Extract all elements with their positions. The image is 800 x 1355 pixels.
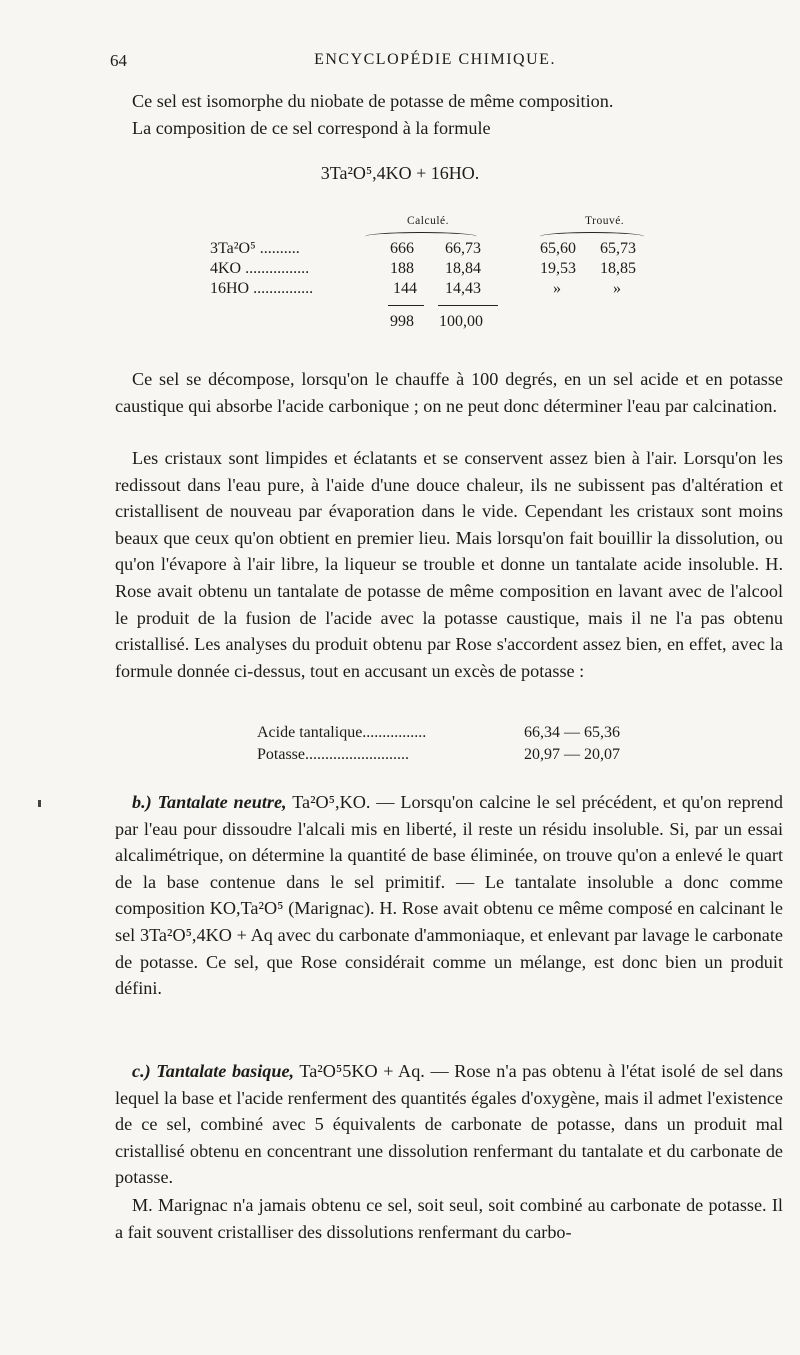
analysis-row [257, 722, 657, 744]
row-1-label: 3Ta²O⁵ .......... [210, 240, 300, 257]
row-2-found-1: 19,53 [540, 260, 576, 277]
row-2-mass: 188 [390, 260, 414, 277]
row-2-calc: 18,84 [445, 260, 481, 277]
row-1-found-1: 65,60 [540, 240, 576, 257]
header-found: Trouvé. [585, 215, 625, 227]
row-1-found-2: 65,73 [600, 240, 636, 257]
total-mass: 998 [390, 313, 414, 330]
paragraph-3 [115, 789, 783, 1002]
section-c-heading: c.) Tantalate basique, [132, 1061, 295, 1081]
analysis-label: Potasse.......................... [257, 746, 409, 763]
row-3-calc: 14,43 [445, 280, 481, 297]
row-2-label: 4KO ................ [210, 260, 310, 277]
paragraph-crystals [115, 445, 783, 684]
total-rule-calc [438, 305, 498, 306]
analysis-row [257, 744, 657, 766]
header-calculated: Calculé. [407, 215, 449, 227]
margin-mark [38, 800, 41, 807]
row-3-found-1: » [553, 280, 561, 297]
row-3-label: 16HO ............... [210, 280, 314, 297]
row-1-mass: 666 [390, 240, 414, 257]
section-b-heading: b.) Tantalate neutre, [132, 792, 287, 812]
intro-line-2: La composition de ce sel correspond à la formule [132, 117, 491, 138]
section-c-formula: Ta²O⁵5KO + Aq. [299, 1061, 425, 1081]
section-b-formula: Ta²O⁵,KO. [292, 792, 371, 812]
total-rule-mass [388, 305, 424, 306]
intro-block [115, 88, 783, 141]
analysis-value: 66,34 — 65,36 [524, 724, 620, 741]
row-2-found-2: 18,85 [600, 260, 636, 277]
page-header [110, 51, 760, 77]
composition-table [210, 215, 640, 345]
section-c-text: — Rose n'a pas obtenu à l'état isolé de sel dans lequel la base et l'acide renferment des quantités égales d'oxygène, mais il admet l'existence de ce sel, combiné avec 5 équivalents de carbonate de potasse, dans un produit mal cristallisé obtenu en concentrant une dissolution renfermant du tantalate et du carbonate de potasse. [115, 1061, 783, 1188]
paragraph-4 [115, 1058, 783, 1191]
row-3-found-2: » [613, 280, 621, 297]
analysis-label: Acide tantalique................ [257, 724, 427, 741]
paragraph-1: Ce sel se décompose, lorsqu'on le chauffe à 100 degrés, en un sel acide et en potasse caustique qui absorbe l'acide carbonique ; on ne peut donc déterminer l'eau par calcination. [115, 369, 783, 416]
section-b-text: — Lorsqu'on calcine le sel précédent, et qu'on reprend par l'eau pour dissoudre l'alcali mis en liberté, il reste un résidu insoluble. Si, par un essai alcalimétrique, on détermine la quantité de base éliminée, on trouve qu'on a enlevé le quart de la base contenue dans le sel primitif. — Le tantalate insoluble a donc comme composition KO,Ta²O⁵ (Marignac). H. Rose avait obtenu ce même composé en calcinant le sel 3Ta²O⁵,4KO + Aq avec du carbonate d'ammoniaque, et enlevant par lavage le carbonate de potasse. Ce sel, que Rose considérait comme un mélange, est donc bien un produit défini. [115, 792, 784, 999]
salt-formula: 3Ta²O⁵,4KO + 16HO. [320, 163, 480, 183]
analysis-table [257, 722, 657, 766]
row-1-calc: 66,73 [445, 240, 481, 257]
running-title: ENCYCLOPÉDIE CHIMIQUE. [314, 51, 556, 68]
section-neutral-tantalate [115, 789, 783, 1002]
paragraph-2: Les cristaux sont limpides et éclatants et se conservent assez bien à l'air. Lorsqu'on les redissout dans l'eau pure, à l'aide d'une douce chaleur, ils ne subissent pas d'altération et cristallisent de nouveau par évaporation dans le vide. Cependant les cristaux sont moins beaux que ceux qu'on obtient en premier lieu. Mais lorsqu'on fait bouillir la dissolution, ou qu'on l'évapore à l'air libre, la liqueur se trouble et donne un tantalate acide insoluble. H. Rose avait obtenu un tantalate de potasse de même composition en lavant avec de l'alcool le produit de la fusion de l'acide avec la potasse caustique, mais il ne l'a pas obtenu cristallisé. Les analyses du produit obtenu par Rose s'accordent assez bien, en effet, avec la formule donnée ci-dessus, tout en accusant un excès de potasse : [115, 448, 783, 681]
section-basic-tantalate [115, 1058, 783, 1191]
paragraph-decomposition [115, 366, 783, 419]
row-3-mass: 144 [393, 280, 417, 297]
page-number: 64 [110, 51, 127, 70]
total-calc: 100,00 [439, 313, 483, 330]
intro-line-1: Ce sel est isomorphe du niobate de potasse de même composition. [132, 91, 614, 111]
analysis-value: 20,97 — 20,07 [524, 746, 620, 763]
paragraph-5: M. Marignac n'a jamais obtenu ce sel, soit seul, soit combiné au carbonate de potasse. Il a fait souvent cristalliser des dissolutions renfermant du carbo- [115, 1195, 783, 1242]
paragraph-marignac [115, 1192, 783, 1245]
